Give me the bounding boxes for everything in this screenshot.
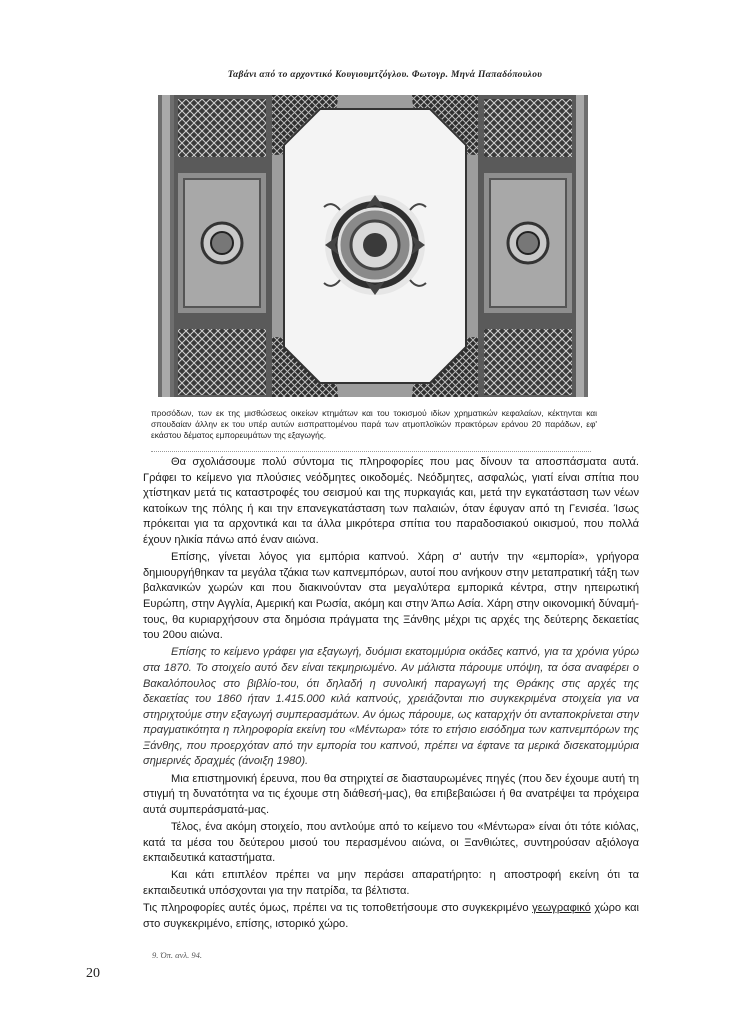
paragraph-3: Επίσης το κείμενο γράφει για εξαγωγή, δυόμισι εκατομμύρια οκάδες καπνό, για τα χρόνια γύρω στα 1870. Το στοιχείο αυτό δεν είναι τεκμηριωμένο. Αν μάλιστα πάρουμε υπόψη, τα όσα αναφέρει ο Βακαλόπουλος στο βιβλίο-του, ότι δηλαδή η συνολική παραγωγή της Θράκης στις αρχές της δεκαετίας του 1860 ήταν 1.415.000 κιλά καπνούς, χρειάζονται πιο συγκεκριμένα στοιχεία για να στηριχτούμε στην εξαγωγή συμπερασμάτων. Αν όμως πάρουμε, ως καταρχήν ότι ανταποκρίνεται στην πραγματικότητα η πληροφορία εκείνη του «Μέντωρα» τότε το ετήσιο εισόδημα των καπνεμπόρων της Ξάνθης, που προερχόταν από την εμπορία του καπνού, πρέπει να έφτανε τα μερικά δισεκατομμύρια σημερινές δραχμές (άνοιξη 1980). — [143, 646, 639, 768]
paragraph-6: Και κάτι επιπλέον πρέπει να μην περάσει απαρατήρητο: η αποστροφή εκείνη ότι τα εκπαιδευτικά υπόσχονται για την πατρίδα, τα βέλτιστα. — [143, 869, 639, 897]
paragraph-7 — [143, 901, 639, 932]
ceiling-photo — [158, 95, 588, 397]
paragraph-1: Θα σχολιάσουμε πολύ σύντομα τις πληροφορίες που μας δίνουν τα αποσπάσματα αυτά. Γράφει το κείμενο για πλούσιες νεόδμητες οικοδομές. Νεόδμητες, ασφαλώς, γιατί είναι σπίτια που χτίστηκαν μετά τις καταστροφές του σεισμού και της πυρκαγιάς και, μετά την εγκατάσταση των νέων κατοίκων της πόλης ή και την επανεγκατάσταση των παλαιών, όταν έφυγαν από τη Γενισέα. Ίσως πρόκειται για τα αρχοντικά και τα άλλα μικρότερα σπίτια του παραδοσιακού οικισμού, που πολλά έχουν ηλικία πάνω από έναν αιώνα. — [143, 456, 639, 546]
quoted-passage-text: προσόδων, των εκ της μισθώσεως οικείων κτημάτων και του τοκισμού ιδίων χρηματικών κεφαλαίων, κέκτηνται και σπουδαίαν άλλην εκ του υπέρ αυτών εισπραττομένου παρά των ατμοπλοϊκών πρακτόρων εράνου 20 παράδων, εφ' εκάστου δέματος εμπορευμάτων της εξαγωγής. — [151, 408, 597, 440]
paragraph-7-underlined: γεωγραφικό — [532, 902, 591, 915]
quoted-passage — [151, 408, 597, 441]
section-divider — [151, 451, 591, 452]
article-body — [143, 455, 639, 934]
paragraph-5: Τέλος, ένα ακόμη στοιχείο, που αντλούμε από το κείμενο του «Μέντωρα» είναι ότι τότε κιόλας, κατά τα μέσα του δεύτερου μισού του περασμένου αιώνα, οι Ξανθιώτες, συντηρούσαν αξιόλογα εκπαιδευτικά καταστήματα. — [143, 821, 639, 865]
paragraph-7-end: χώρο και στο συγκεκριμένο, επίσης, ιστορικό χώρο. — [143, 902, 640, 930]
paragraph-2: Επίσης, γίνεται λόγος για εμπόρια καπνού. Χάρη σ' αυτήν την «εμπορία», γρήγορα δημιουργήθηκαν τα μεγάλα τζάκια των καπνεμπόρων, αυτοί που ανήκουν στην μεταπρατική τάξη των βαλκανικών χωρών και που διακινούνταν στα μεγαλύτερα εμπορικά κέντρα, στην ηπειρωτική Ευρώπη, στην Αγγλία, Αμερική και Ρωσία, ακόμη και στην Άπω Ασία. Χάρη στην οικονομική δύναμή-τους, θα κυριαρχήσουν στα δημόσια πράγματα της Ξάνθης μέχρι τις αρχές της δεύτερης δεκαετίας του 20ου αιώνα. — [143, 551, 639, 642]
photo-caption: Ταβάνι από το αρχοντικό Κουγιουμτζόγλου. Φωτογρ. Μηνά Παπαδόπουλου — [227, 70, 543, 80]
paragraph-4: Μια επιστημονική έρευνα, που θα στηριχτεί σε διασταυρωμένες πηγές (που δεν έχουμε αυτή τη στιγμή τη δυνατότητα να τις έχουμε στη διάθεσή-μας), θα επιβεβαιώσει ή θα ανατρέψει τα πρόχειρα αυτά συμπεράσματά-μας. — [143, 772, 639, 816]
footnote: 9. Όπ. ανλ. 94. — [152, 950, 202, 960]
page-number: 20 — [86, 966, 100, 981]
paragraph-7-start: Τις πληροφορίες αυτές όμως, πρέπει να τις τοποθετήσουμε στο συγκεκριμένο — [143, 902, 533, 915]
